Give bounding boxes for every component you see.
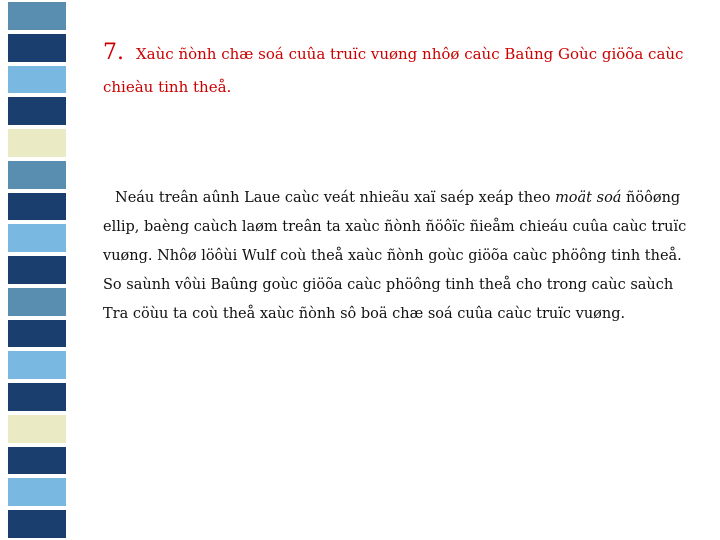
- decorative-block: [6, 95, 68, 127]
- slide-heading: [103, 36, 693, 104]
- heading-number: 7.: [103, 40, 124, 65]
- decorative-block-strip: [0, 0, 76, 540]
- paragraph-part-1: Neáu treân aûnh Laue caùc veát nhieãu xaï saép xeáp theo: [115, 190, 556, 206]
- paragraph-emphasis: moät soá: [555, 190, 622, 206]
- paragraph-part-2: ñöôøng ellip, baèng caùch laøm treân ta xaùc ñònh ñöôïc ñieåm chieáu cuûa caùc truïc vuøng. Nhôø löôùi Wulf coù theå xaùc ñònh goùc giöõa caùc phöông tinh theå. So saùnh vôùi Baûng goùc giöõa caùc phöông tinh theå cho trong caùc saùch Tra cöùu ta coù theå xaùc ñònh sô boä chæ soá cuûa caùc truïc vuøng.: [103, 190, 687, 322]
- decorative-block: [6, 413, 68, 445]
- decorative-block: [6, 254, 68, 286]
- decorative-block: [6, 286, 68, 318]
- decorative-block: [6, 191, 68, 223]
- decorative-block: [6, 445, 68, 477]
- decorative-block: [6, 0, 68, 32]
- heading-text: Xaùc ñònh chæ soá cuûa truïc vuøng nhôø caùc Baûng Goùc giöõa caùc chieàu tinh theå.: [103, 45, 684, 96]
- decorative-block: [6, 508, 68, 540]
- decorative-block: [6, 64, 68, 96]
- decorative-block: [6, 476, 68, 508]
- decorative-block: [6, 159, 68, 191]
- decorative-block: [6, 222, 68, 254]
- decorative-block: [6, 32, 68, 64]
- decorative-block: [6, 381, 68, 413]
- decorative-block: [6, 349, 68, 381]
- decorative-block: [6, 318, 68, 350]
- decorative-block: [6, 127, 68, 159]
- body-paragraph: [103, 184, 698, 329]
